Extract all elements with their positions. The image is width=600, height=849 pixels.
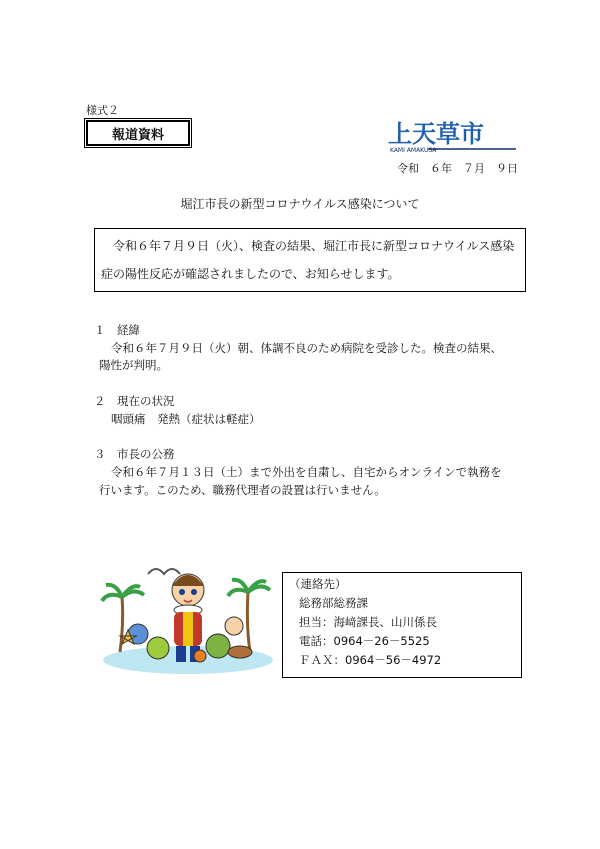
contact-phone: 電話：0964－26－5525 xyxy=(299,634,430,648)
city-logo xyxy=(388,118,516,154)
summary-line-2: 症の陽性反応が確認されましたので、お知らせします。 xyxy=(101,267,400,281)
section-3-line-1: 令和６年７月１３日（土）まで外出を自粛し、自宅からオンラインで執務を xyxy=(111,465,502,479)
section-1-line-2: 陽性が判明。 xyxy=(99,358,168,372)
summary-box xyxy=(94,228,526,292)
press-release-label: 報道資料 xyxy=(86,120,190,146)
logo-romaji: KAMI AMAKUSA xyxy=(390,147,437,154)
contact-fax: ＦＡＸ：0964－56－4972 xyxy=(299,653,442,667)
section-heading-1: １ 経緯 xyxy=(94,323,140,337)
issue-date: 令和 ６年 ７月 ９日 xyxy=(397,162,518,175)
section-2-line-1: 咽頭痛 発熱（症状は軽症） xyxy=(111,412,261,426)
form-label: 様式２ xyxy=(86,104,119,117)
contact-heading: （連絡先） xyxy=(289,577,347,591)
contact-box xyxy=(282,572,522,678)
summary-line-1: 令和６年７月９日（火）、検査の結果、堀江市長に新型コロナウイルス感染 xyxy=(113,239,515,253)
section-heading-2: ２ 現在の状況 xyxy=(94,394,175,408)
logo-kanji: 上天草市 xyxy=(388,120,484,148)
mascot-illustration xyxy=(100,552,275,677)
document-title: 堀江市長の新型コロナウイルス感染について xyxy=(180,197,420,211)
contact-department: 総務部総務課 xyxy=(299,596,368,610)
section-1-line-1: 令和６年７月９日（火）朝、体調不良のため病院を受診した。検査の結果、 xyxy=(111,341,502,355)
contact-persons: 担当：海﨑課長、山川係長 xyxy=(299,615,437,629)
section-heading-3: ３ 市長の公務 xyxy=(94,447,175,461)
section-3-line-2: 行います。このため、職務代理者の設置は行いません。 xyxy=(99,483,386,497)
